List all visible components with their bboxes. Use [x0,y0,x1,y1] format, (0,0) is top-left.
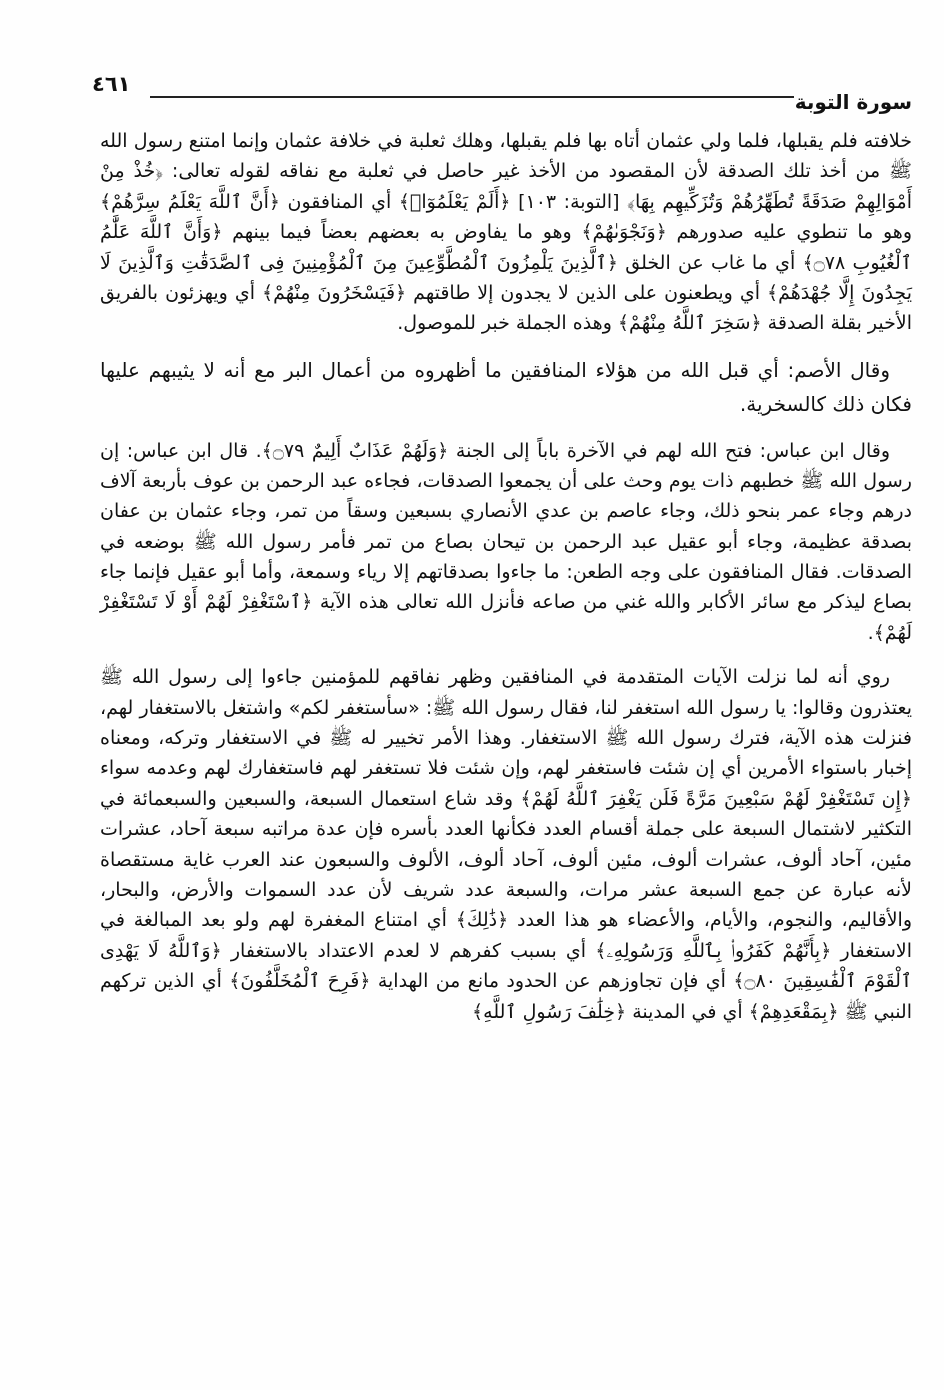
page-header [92,62,912,114]
paragraph: روي أنه لما نزلت الآيات المتقدمة في المنافقين وظهر نفاقهم للمؤمنين جاءوا إلى رسول الله ﷺ يعتذرون وقالوا: يا رسول الله استغفر لنا، فقال رسول الله ﷺ: «سأستغفر لكم» واشتغل بالاستغفار لهم، فنزلت هذه الآية، فترك رسول الله ﷺ الاستغفار. وهذا الأمر تخيير له ﷺ في الاستغفار وتركه، ومعناه إخبار باستواء الأمرين أي إن شئت فاستغفر لهم، وإن شئت فلا تستغفر لهم فاستغفارك لهم وعدمه سواء ﴿إِن تَسْتَغْفِرْ لَهُمْ سَبْعِينَ مَرَّةً فَلَن يَغْفِرَ ٱللَّهُ لَهُمْ﴾ وقد شاع استعمال السبعة، والسبعين والسبعمائة في التكثير لاشتمال السبعة على جملة أقسام العدد فكأنها العدد بأسره فإن عدة مراتبه سبعة آحاد، عشرات مئين، آحاد ألوف، عشرات ألوف، مئين ألوف، آحاد ألوف، الألوف والسبعون عند العرب غاية مستقصاة لأنه عبارة عن جمع السبعة عشر مرات، والسبعة عدد شريف لأن عدد السموات والأرض، والبحار، والأقاليم، والنجوم، والأيام، والأعضاء هو هذا العدد ﴿ذَٰلِكَ﴾ أي امتناع المغفرة لهم ولو بعد المبالغة في الاستغفار ﴿بِأَنَّهُمْ كَفَرُوا۟ بِٱللَّهِ وَرَسُولِهِۦ﴾ أي بسبب كفرهم لا لعدم الاعتداد بالاستغفار ﴿وَٱللَّهُ لَا يَهْدِى ٱلْقَوْمَ ٱلْفَٰسِقِينَ ۝٨٠﴾ أي فإن تجاوزهم عن الحدود مانع من الهداية ﴿فَرِحَ ٱلْمُخَلَّفُونَ﴾ أي الذين تركهم النبي ﷺ ﴿بِمَقْعَدِهِمْ﴾ أي في المدينة ﴿خِلَٰفَ رَسُولِ ٱللَّهِ﴾ [100,666,912,1023]
paragraph: وقال ابن عباس: فتح الله لهم في الآخرة باباً إلى الجنة ﴿وَلَهُمْ عَذَابٌ أَلِيمٌ ۝٧٩﴾. قال ابن عباس: إن رسول الله ﷺ خطبهم ذات يوم وحث على أن يجمعوا الصدقات، فجاءه عبد الرحمن بن عوف بأربعة آلاف درهم وجاء عمر بنحو ذلك، وجاء عاصم بن عدي الأنصاري بسبعين وسقاً من تمر، وجاء عثمان بن عفان بصدقة عظيمة، وجاء أبو عقيل عبد الرحمن بن تيحان بصاع من تمر فأمر رسول الله ﷺ بوضعه في الصدقات. فقال المنافقون على وجه الطعن: ما جاءوا بصدقاتهم إلا رياء وسمعة، وأما أبو عقيل فإنما جاء بصاع ليذكر مع سائر الأكابر والله غني من صاعه فأنزل الله تعالى هذه الآية ﴿ٱسْتَغْفِرْ لَهُمْ أَوْ لَا تَسْتَغْفِرْ لَهُمْ﴾. [100,439,912,644]
paragraph: وقال الأصم: أي قبل الله من هؤلاء المنافقين ما أظهروه من أعمال البر مع أنه لا يثيبهم عليها فكان ذلك كالسخرية. [100,357,912,417]
page-number: ٤٦١ [92,72,131,96]
paragraph: خلافته فلم يقبلها، فلما ولي عثمان أتاه بها فلم يقبلها، وهلك ثعلبة في خلافة عثمان وإنما امتنع رسول الله ﷺ من أخذ تلك الصدقة لأن المقصود من الأخذ غير حاصل في ثعلبة مع نفاقه لقوله تعالى: ﴿خُذْ مِنْ أَمْوَالِهِمْ صَدَقَةً تُطَهِّرُهُمْ وَتُزَكِّيهِم بِهَا﴾ [التوبة: ١٠٣] ﴿أَلَمْ يَعْلَمُوٓا۟﴾ أي المنافقون ﴿أَنَّ ٱللَّهَ يَعْلَمُ سِرَّهُمْ﴾ وهو ما تنطوي عليه صدورهم ﴿وَنَجْوَىٰهُمْ﴾ وهو ما يفاوض به بعضهم بعضاً فيما بينهم ﴿وَأَنَّ ٱللَّهَ عَلَّٰمُ ٱلْغُيُوبِ ۝٧٨﴾ أي ما غاب عن الخلق ﴿ٱلَّذِينَ يَلْمِزُونَ ٱلْمُطَّوِّعِينَ مِنَ ٱلْمُؤْمِنِينَ فِى ٱلصَّدَقَٰتِ وَٱلَّذِينَ لَا يَجِدُونَ إِلَّا جُهْدَهُمْ﴾ أي ويطعنون على الذين لا يجدون إلا طاقتهم ﴿فَيَسْخَرُونَ مِنْهُمْ﴾ أي ويهزئون بالفريق الأخير بقلة الصدقة ﴿سَخِرَ ٱللَّهُ مِنْهُمْ﴾ وهذه الجملة خبر للموصول. [100,130,912,335]
sura-title: سورة التوبة [794,90,912,114]
page-body [100,126,912,1041]
header-rule [150,96,794,98]
